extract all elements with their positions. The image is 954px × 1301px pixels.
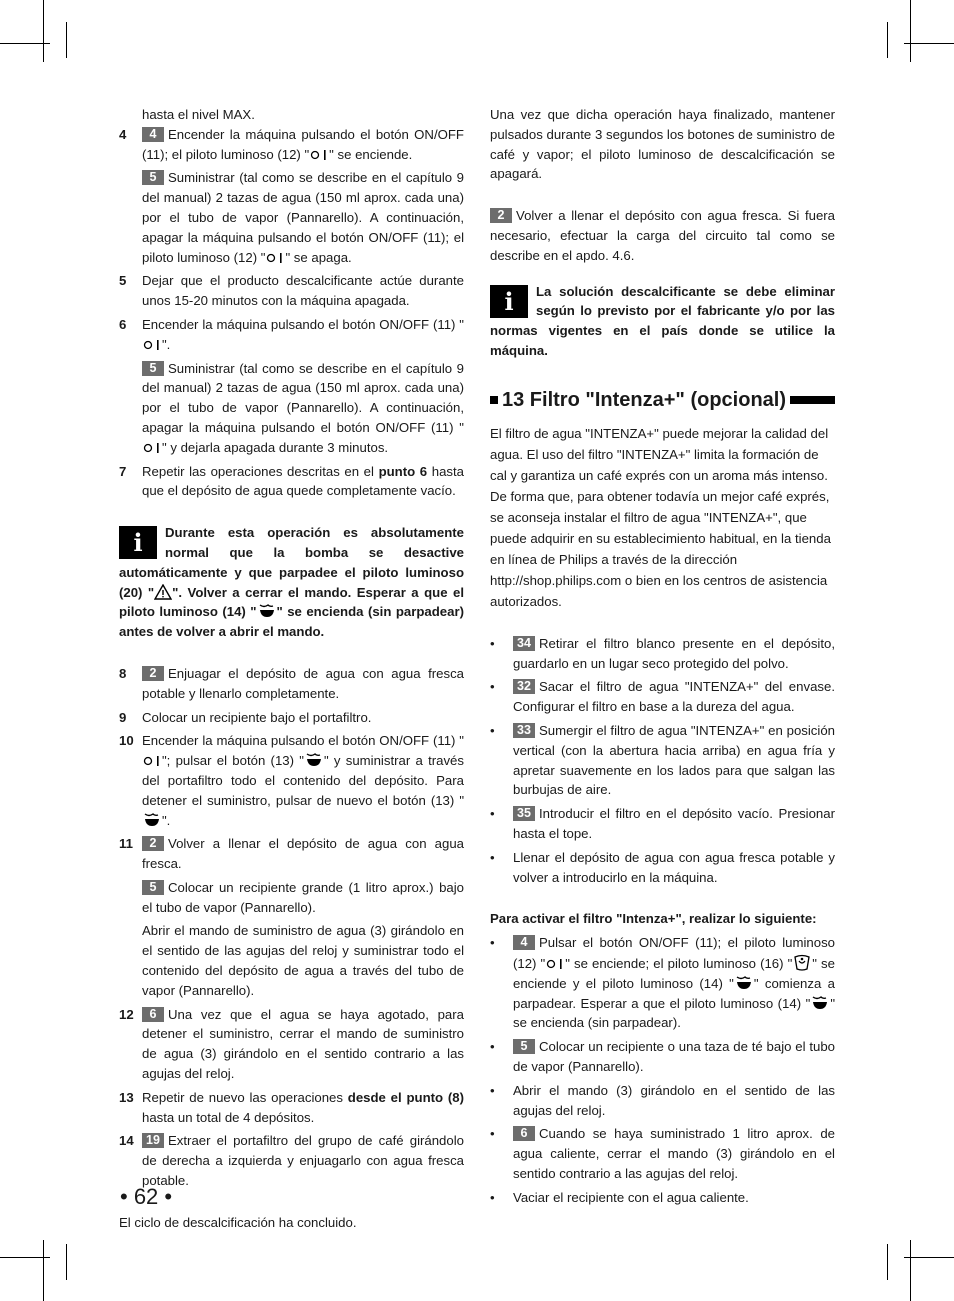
figure-badge: 6 <box>513 1126 535 1141</box>
crop-mark <box>910 1240 911 1301</box>
conclusion-text: El ciclo de descalcificación ha concluido. <box>119 1214 357 1230</box>
step-number: 11 <box>119 836 133 852</box>
warning-triangle-icon <box>154 584 172 600</box>
figure-badge: 2 <box>490 208 512 223</box>
step-9: 9 Colocar un recipiente bajo el portafiltro. <box>119 708 464 728</box>
info-note: i Durante esta operación es absolutamente normal que la bomba se desactive automáticamente y que parpadee el piloto luminoso (20) " ". Volver a cerrar el mando. Esperar a que el piloto luminoso (14) " " se encienda (sin parpadear) antes de volver a abrir el mando. <box>119 525 464 640</box>
page-number: • 62 • <box>120 1184 173 1209</box>
info-icon: i <box>119 526 157 559</box>
power-on-off-icon <box>545 957 565 971</box>
text-paragraph: Una vez que dicha operación haya finalizado, mantener pulsados durante 3 segundos los botones de suministro de café y vapor; el piloto luminoso de descalcificación se apagará. <box>490 107 835 182</box>
figure-badge: 5 <box>142 361 164 376</box>
step-number: 14 <box>119 1133 134 1149</box>
left-column <box>119 105 464 1233</box>
figure-badge: 4 <box>513 935 535 950</box>
figure-badge: 2 <box>142 836 164 851</box>
power-on-off-icon <box>142 338 162 352</box>
power-on-off-icon <box>309 148 329 162</box>
crop-mark <box>904 43 954 44</box>
step-14: 14 19 Extraer el portafiltro del grupo de café girándolo de derecha a izquierda y enjuagarlo con agua fresca potable. <box>119 1133 464 1189</box>
info-note: i La solución descalcificante se debe eliminar según lo previsto por el fabricante y/o por las normas vigentes en el país donde se utilice la máquina. <box>490 283 835 358</box>
hot-water-cup-icon <box>142 812 162 828</box>
list-item: • 5 Colocar un recipiente o una taza de té bajo el tubo de vapor (Pannarello). <box>490 1037 835 1077</box>
step-number: 6 <box>119 316 127 332</box>
step-8: 8 2 Enjuagar el depósito de agua con agua fresca potable y llenarlo completamente. <box>119 665 464 701</box>
step-13: 13 Repetir de nuevo las operaciones desde el punto (8) hasta un total de 4 depósitos. <box>119 1089 464 1125</box>
figure-badge: 4 <box>142 127 164 142</box>
figure-badge: 5 <box>142 170 164 185</box>
list-item: • 33 Sumergir el filtro de agua "INTENZA+" en posición vertical (con la abertura hacia arriba) en agua fría y apretar suavemente en los lados para que salgan las burbujas de aire. <box>490 721 835 800</box>
list-item: • Abrir el mando (3) girándolo en el sentido de las agujas del reloj. <box>490 1081 835 1121</box>
step-number: 8 <box>119 665 127 681</box>
figure-badge: 32 <box>513 679 535 694</box>
crop-mark <box>66 1244 67 1280</box>
step-5: 5 Dejar que el producto descalcificante actúe durante unos 15-20 minutos con la máquina apagada. <box>119 273 464 309</box>
crop-mark <box>66 22 67 58</box>
step-number: 4 <box>119 126 127 142</box>
figure-badge: 6 <box>142 1007 164 1022</box>
step-number: 7 <box>119 463 127 479</box>
step-4: 4 4 Encender la máquina pulsando el botón ON/OFF (11); el piloto luminoso (12) " " se enciende. 5 Suministrar (tal como se describe en el capítulo 9 del manual) 2 tazas de agua (150 ml aprox. cada una) por el tubo de vapor (Pannarello). A continuación, apagar la máquina pulsando el botón ON/OFF (11); el piloto luminoso (12) " " se apaga. <box>119 126 464 265</box>
power-on-off-icon <box>142 441 162 455</box>
power-on-off-icon <box>142 754 162 768</box>
hot-water-cup-icon <box>734 975 754 991</box>
step-6: 6 Encender la máquina pulsando el botón ON/OFF (11) "". 5 Suministrar (tal como se describe en el capítulo 9 del manual) 2 tazas de agua (150 ml aprox. cada una) por el tubo de vapor (Pannarello). A continuación, apagar la máquina pulsando el botón ON/OFF (11) "" y dejarla apagada durante 3 minutos. <box>119 316 464 455</box>
heading-bar <box>790 396 835 404</box>
hot-water-cup-icon <box>810 995 830 1011</box>
figure-badge: 2 <box>142 666 164 681</box>
hot-water-cup-icon <box>257 603 277 619</box>
figure-badge: 19 <box>142 1133 164 1148</box>
figure-badge: 5 <box>513 1039 535 1054</box>
step-7: 7 Repetir las operaciones descritas en el punto 6 hasta que el depósito de agua quede completamente vacío. <box>119 463 464 499</box>
text-line: hasta el nivel MAX. <box>142 107 255 122</box>
filter-intenza-icon <box>792 953 812 971</box>
figure-badge: 35 <box>513 806 535 821</box>
sub-heading: Para activar el filtro "Intenza+", realizar lo siguiente: <box>490 911 817 927</box>
figure-badge: 33 <box>513 723 535 738</box>
step-number: 9 <box>119 709 127 725</box>
crop-mark <box>0 1257 50 1258</box>
section-heading: 13 Filtro "Intenza+" (opcional) <box>490 387 835 413</box>
list-item: • 34 Retirar el filtro blanco presente en el depósito, guardarlo en un lugar seco protegido del polvo. <box>490 634 835 674</box>
info-icon: i <box>490 285 528 318</box>
crop-mark <box>904 1257 954 1258</box>
step-12: 12 6 Una vez que el agua se haya agotado, para detener el suministro, cerrar el mando de suministro de agua (3) girándolo en el sentido contrario a las agujas del reloj. <box>119 1006 464 1082</box>
crop-mark <box>887 22 888 58</box>
crop-mark <box>43 1240 44 1301</box>
list-item: • 32 Sacar el filtro de agua "INTENZA+" del envase. Configurar el filtro en base a la dureza del agua. <box>490 677 835 717</box>
step-number: 12 <box>119 1006 134 1022</box>
crop-mark <box>43 0 44 62</box>
step-number: 10 <box>119 733 134 749</box>
step-number: 13 <box>119 1089 134 1105</box>
figure-badge: 5 <box>142 880 164 895</box>
step-11: 11 2 Volver a llenar el depósito de agua con agua fresca. 5 Colocar un recipiente grande (1 litro aprox.) bajo el tubo de vapor (Pannarello). Abrir el mando de suministro de agua (3) girándolo en el sentido de las agujas del reloj y suministrar todo el contenido del depósito de agua a través del tubo de vapor (Pannarello). <box>119 836 464 998</box>
list-item: • Vaciar el recipiente con el agua caliente. <box>490 1188 835 1208</box>
hot-water-cup-icon <box>304 752 324 768</box>
step-10: 10 Encender la máquina pulsando el botón ON/OFF (11) ""; pulsar el botón (13) " " y suministrar a través del portafiltro todo el contenido del depósito. Para detener el suministro, pulsar de nuevo el botón (13) "". <box>119 733 464 828</box>
heading-square <box>490 396 498 404</box>
intro-paragraph: El filtro de agua "INTENZA+" puede mejorar la calidad del agua. El uso del filtro "INTENZA+" limita la formación de cal y garantiza un café exprés con un aroma más intenso. De forma que, para obtener todavía un mejor café exprés, se aconseja instalar el filtro de agua "INTENZA+", que puede adquirir en su establecimiento habitual, en la tienda en línea de Philips a través de la dirección http://shop.philips.com o bien en los centros de asistencia autorizados. <box>490 425 831 609</box>
list-item: • 4 Pulsar el botón ON/OFF (11); el piloto luminoso (12) " " se enciende; el piloto luminoso (16) " " se enciende y el piloto luminoso (14) " " comienza a parpadear. Esperar a que el piloto luminoso (14) " " se encienda (sin parpadear). <box>490 933 835 1033</box>
power-on-off-icon <box>265 251 285 265</box>
list-item: • 6 Cuando se haya suministrado 1 litro aprox. de agua caliente, cerrar el mando (3) girándolo en el sentido contrario a las agujas del reloj. <box>490 1124 835 1183</box>
list-item: • 35 Introducir el filtro en el depósito vacío. Presionar hasta el tope. <box>490 804 835 844</box>
figure-badge: 34 <box>513 636 535 651</box>
crop-mark <box>887 1244 888 1280</box>
list-item: • Llenar el depósito de agua con agua fresca potable y volver a introducirlo en la máquina. <box>490 848 835 888</box>
right-column: Una vez que dicha operación haya finalizado, mantener pulsados durante 3 segundos los botones de suministro de café y vapor; el piloto luminoso de descalcificación se apagará. 2 Volver a llenar el depósito con agua fresca. Si fuera necesario, efectuar la carga del circuito tal como se describe en el apdo. 4.6. i La solución descalcificante se debe eliminar según lo previsto por el fabricante y/o por las normas vigentes en el país donde se utilice la máquina. 13 Filtro "Intenza+" (opcional) El filtro de agua "INTENZA+" puede mejorar la calidad del agua. El uso del filtro "INTENZA+" limita la formación de cal y garantiza un café exprés con un aroma más intenso. De forma que, para obtener todavía un mejor café exprés, se aconseja instalar el filtro de agua "INTENZA+", que puede adquirir en su establecimiento habitual, en la tienda en línea de Philips a través de la dirección http://shop.philips.com o bien en los centros de asistencia autorizados. • 34 Retirar el filtro blanco presente en el depósito, guardarlo en un lugar seco protegido del polvo. • 32 Sacar el filtro de agua "INTENZA+" del envase. Configurar el filtro en base a la dureza del agua. • 33 Sumergir el filtro de agua "INTENZA+" en posición vertical (con la abertura hacia arriba) en agua fría y apretar suavemente en los lados para que salgan las burbujas de aire. • 35 Introducir el filtro en el depósito vacío. Presionar hasta el tope. • Llenar el depósito de agua con agua fresca potable y volver a introducirlo en la máquina. Para activar el filtro "Intenza+", realizar lo siguiente: • 4 Pulsar el botón ON/OFF (11); el piloto luminoso (12) " " se enciende; el piloto luminoso (16) " " se enciende y el piloto luminoso (14) " " comienza a parpadear. Esperar a que el piloto luminoso (14) " " se encienda (sin parpadear). • 5 Colocar un recipiente o una taza de té bajo el tubo de vapor (Pannarello). • Abrir el mando (3) girándolo en el sentido de las agujas del reloj. • 6 Cuando se haya suministrado 1 litro aprox. de agua caliente, cerrar el mando (3) girándolo en el sentido contrario a las agujas del reloj. • Vaciar el recipiente con el agua caliente. <box>490 105 835 1207</box>
crop-mark <box>0 43 50 44</box>
crop-mark <box>910 0 911 62</box>
step-number: 5 <box>119 273 127 289</box>
